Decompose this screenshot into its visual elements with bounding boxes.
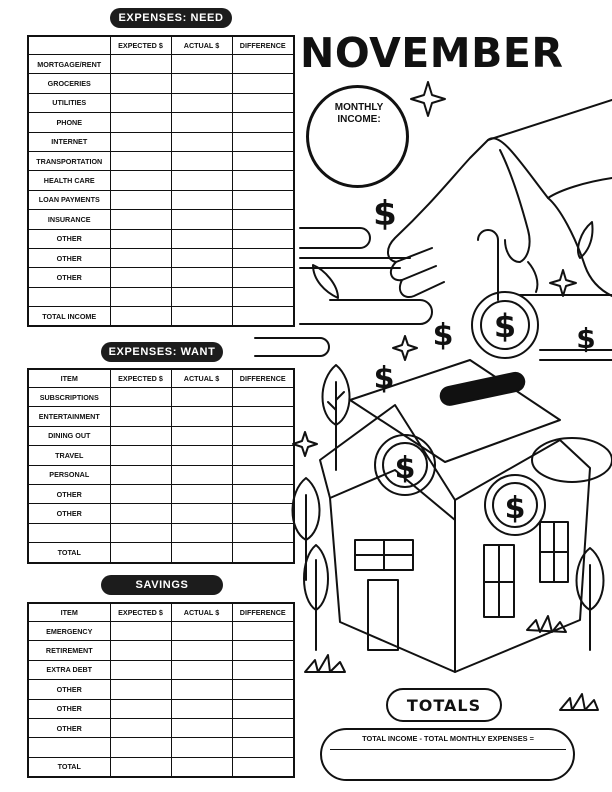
actual-cell[interactable] (171, 287, 232, 306)
table-row (28, 132, 294, 151)
table-row (28, 641, 294, 660)
totals-divider (330, 749, 566, 750)
expected-cell[interactable] (110, 229, 171, 248)
table-row (28, 465, 294, 484)
difference-cell[interactable] (232, 426, 294, 445)
table-row (28, 171, 294, 190)
row-label: EMERGENCY (28, 622, 110, 641)
difference-cell[interactable] (232, 190, 294, 209)
table-row (28, 718, 294, 737)
table-row (28, 287, 294, 306)
expected-cell[interactable] (110, 55, 171, 74)
row-label: OTHER (28, 699, 110, 718)
expected-cell[interactable] (110, 718, 171, 737)
difference-cell[interactable] (232, 484, 294, 503)
row-label (28, 523, 110, 542)
column-header: EXPECTED $ (110, 36, 171, 55)
dollar-icon: $ (373, 361, 395, 396)
actual-cell[interactable] (171, 738, 232, 757)
expected-cell[interactable] (110, 74, 171, 93)
hand-icon (388, 138, 612, 297)
expected-cell[interactable] (110, 446, 171, 465)
expenses-want-table (27, 368, 295, 564)
expected-cell[interactable] (110, 523, 171, 542)
table-row (28, 151, 294, 170)
table-row (28, 407, 294, 426)
expenses-need-table (27, 35, 295, 327)
row-label: TOTAL (28, 757, 110, 777)
expected-cell[interactable] (110, 465, 171, 484)
table-row (28, 307, 294, 327)
table-row (28, 210, 294, 229)
table-row (28, 229, 294, 248)
row-label: OTHER (28, 268, 110, 287)
row-label: OTHER (28, 248, 110, 267)
table-row (28, 55, 294, 74)
actual-cell[interactable] (171, 113, 232, 132)
expected-cell[interactable] (110, 171, 171, 190)
door-icon (368, 580, 398, 650)
difference-cell[interactable] (232, 151, 294, 170)
expected-cell[interactable] (110, 641, 171, 660)
cloud-line-icon (300, 228, 370, 248)
actual-cell[interactable] (171, 132, 232, 151)
monthly-income-field[interactable] (306, 85, 409, 188)
monthly-income-label (320, 102, 398, 126)
table-row (28, 523, 294, 542)
expected-cell[interactable] (110, 93, 171, 112)
row-label: PERSONAL (28, 465, 110, 484)
row-label: HEALTH CARE (28, 171, 110, 190)
table-row (28, 190, 294, 209)
expected-cell[interactable] (110, 484, 171, 503)
row-label: GROCERIES (28, 74, 110, 93)
row-label: INSURANCE (28, 210, 110, 229)
row-label: TRAVEL (28, 446, 110, 465)
row-label: OTHER (28, 229, 110, 248)
column-header: ACTUAL $ (171, 369, 232, 388)
difference-cell[interactable] (232, 210, 294, 229)
difference-cell[interactable] (232, 680, 294, 699)
expected-cell[interactable] (110, 248, 171, 267)
actual-cell[interactable] (171, 523, 232, 542)
actual-cell[interactable] (171, 757, 232, 777)
column-header: ACTUAL $ (171, 36, 232, 55)
table-row (28, 543, 294, 563)
row-label: TOTAL INCOME (28, 307, 110, 327)
column-header: DIFFERENCE (232, 603, 294, 622)
difference-cell[interactable] (232, 113, 294, 132)
row-label: ENTERTAINMENT (28, 407, 110, 426)
totals-formula: TOTAL INCOME - TOTAL MONTHLY EXPENSES = (362, 734, 534, 743)
dollar-icon: $ (432, 318, 454, 353)
difference-cell[interactable] (232, 268, 294, 287)
savings-title: SAVINGS (101, 575, 223, 595)
column-header: EXPECTED $ (110, 603, 171, 622)
row-label: OTHER (28, 680, 110, 699)
actual-cell[interactable] (171, 484, 232, 503)
table-row (28, 660, 294, 679)
row-label: OTHER (28, 718, 110, 737)
table-row (28, 446, 294, 465)
actual-cell[interactable] (171, 151, 232, 170)
expected-cell[interactable] (110, 699, 171, 718)
actual-cell[interactable] (171, 307, 232, 327)
row-label: TOTAL (28, 543, 110, 563)
row-label: MORTGAGE/RENT (28, 55, 110, 74)
difference-cell[interactable] (232, 699, 294, 718)
row-label (28, 738, 110, 757)
dollar-icon: $ (373, 194, 397, 234)
table-row (28, 268, 294, 287)
actual-cell[interactable] (171, 248, 232, 267)
table-row (28, 248, 294, 267)
monthly-income-label-line: INCOME: (337, 114, 381, 125)
expected-cell[interactable] (110, 210, 171, 229)
actual-cell[interactable] (171, 171, 232, 190)
actual-cell[interactable] (171, 268, 232, 287)
difference-cell[interactable] (232, 738, 294, 757)
actual-cell[interactable] (171, 93, 232, 112)
savings-table (27, 602, 295, 778)
table-row (28, 757, 294, 777)
table-row (28, 699, 294, 718)
expected-cell[interactable] (110, 113, 171, 132)
expected-cell[interactable] (110, 504, 171, 523)
row-label: OTHER (28, 484, 110, 503)
difference-cell[interactable] (232, 465, 294, 484)
dollar-icon: $ (576, 322, 596, 355)
expected-cell[interactable] (110, 407, 171, 426)
expected-cell[interactable] (110, 660, 171, 679)
difference-cell[interactable] (232, 55, 294, 74)
table-row (28, 622, 294, 641)
expected-cell[interactable] (110, 622, 171, 641)
difference-cell[interactable] (232, 171, 294, 190)
dollar-icon: $ (394, 451, 416, 486)
difference-cell[interactable] (232, 660, 294, 679)
expenses-want-title: EXPENSES: WANT (101, 342, 223, 362)
table-row (28, 426, 294, 445)
table-row (28, 93, 294, 112)
actual-cell[interactable] (171, 718, 232, 737)
table-row (28, 113, 294, 132)
actual-cell[interactable] (171, 229, 232, 248)
actual-cell[interactable] (171, 426, 232, 445)
difference-cell[interactable] (232, 388, 294, 407)
row-label: EXTRA DEBT (28, 660, 110, 679)
actual-cell[interactable] (171, 446, 232, 465)
row-label: INTERNET (28, 132, 110, 151)
totals-title: TOTALS (386, 688, 502, 722)
row-label: SUBSCRIPTIONS (28, 388, 110, 407)
expected-cell[interactable] (110, 190, 171, 209)
table-row (28, 504, 294, 523)
actual-cell[interactable] (171, 680, 232, 699)
actual-cell[interactable] (171, 641, 232, 660)
actual-cell[interactable] (171, 190, 232, 209)
expenses-need-title: EXPENSES: NEED (110, 8, 232, 28)
dollar-icon: $ (504, 491, 526, 526)
expected-cell[interactable] (110, 268, 171, 287)
actual-cell[interactable] (171, 210, 232, 229)
column-header: DIFFERENCE (232, 369, 294, 388)
difference-cell[interactable] (232, 287, 294, 306)
column-header: EXPECTED $ (110, 369, 171, 388)
grass-icon (305, 655, 345, 672)
row-label: RETIREMENT (28, 641, 110, 660)
column-header: ACTUAL $ (171, 603, 232, 622)
difference-cell[interactable] (232, 93, 294, 112)
difference-cell[interactable] (232, 248, 294, 267)
expected-cell[interactable] (110, 287, 171, 306)
table-row (28, 74, 294, 93)
table-row (28, 388, 294, 407)
page-title: NOVEMBER (300, 29, 564, 77)
actual-cell[interactable] (171, 55, 232, 74)
actual-cell[interactable] (171, 388, 232, 407)
expected-cell[interactable] (110, 738, 171, 757)
difference-cell[interactable] (232, 718, 294, 737)
column-header (28, 36, 110, 55)
difference-cell[interactable] (232, 74, 294, 93)
difference-cell[interactable] (232, 229, 294, 248)
column-header: ITEM (28, 369, 110, 388)
row-label: LOAN PAYMENTS (28, 190, 110, 209)
difference-cell[interactable] (232, 622, 294, 641)
difference-cell[interactable] (232, 307, 294, 327)
actual-cell[interactable] (171, 74, 232, 93)
difference-cell[interactable] (232, 523, 294, 542)
difference-cell[interactable] (232, 407, 294, 426)
actual-cell[interactable] (171, 504, 232, 523)
difference-cell[interactable] (232, 446, 294, 465)
leaf-icon (313, 265, 338, 298)
actual-cell[interactable] (171, 622, 232, 641)
row-label (28, 287, 110, 306)
expected-cell[interactable] (110, 426, 171, 445)
actual-cell[interactable] (171, 465, 232, 484)
difference-cell[interactable] (232, 504, 294, 523)
actual-cell[interactable] (171, 660, 232, 679)
table-row (28, 738, 294, 757)
table-row (28, 680, 294, 699)
expected-cell[interactable] (110, 307, 171, 327)
actual-cell[interactable] (171, 407, 232, 426)
expected-cell[interactable] (110, 151, 171, 170)
row-label: UTILITIES (28, 93, 110, 112)
expected-cell[interactable] (110, 543, 171, 563)
coin-slot-icon (439, 371, 526, 406)
dollar-icon: $ (493, 307, 517, 345)
difference-cell[interactable] (232, 543, 294, 563)
row-label: OTHER (28, 504, 110, 523)
row-label: TRANSPORTATION (28, 151, 110, 170)
difference-cell[interactable] (232, 132, 294, 151)
actual-cell[interactable] (171, 699, 232, 718)
expected-cell[interactable] (110, 388, 171, 407)
difference-cell[interactable] (232, 641, 294, 660)
difference-cell[interactable] (232, 757, 294, 777)
actual-cell[interactable] (171, 543, 232, 563)
column-header: DIFFERENCE (232, 36, 294, 55)
expected-cell[interactable] (110, 132, 171, 151)
monthly-income-label-line: MONTHLY (334, 102, 384, 113)
table-row (28, 484, 294, 503)
sparkle-icon (411, 82, 445, 116)
expected-cell[interactable] (110, 757, 171, 777)
row-label: DINING OUT (28, 426, 110, 445)
column-header: ITEM (28, 603, 110, 622)
expected-cell[interactable] (110, 680, 171, 699)
row-label: PHONE (28, 113, 110, 132)
